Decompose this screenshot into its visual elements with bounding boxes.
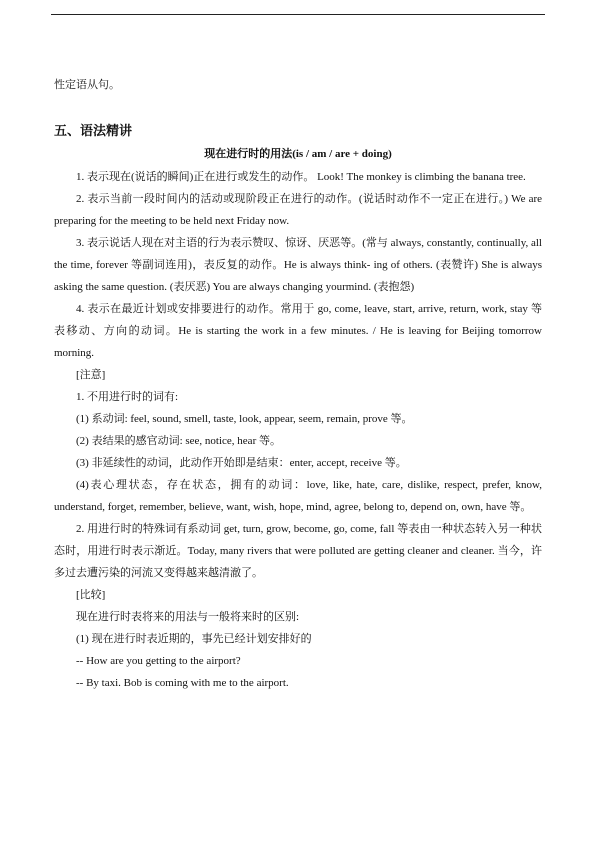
dialogue-line-1: -- How are you getting to the airport? — [76, 655, 241, 667]
usage-paragraph-3: 3. 表示说话人现在对主语的行为表示赞叹、惊讶、厌恶等。(常与 always, constantly, continually, all the time, forever 等副词连用)，表反复的动作。He is always think- ing of others. (表赞许) She is always asking the same question. (表厌恶) You are always changing yourmind. (表抱怨) — [54, 237, 542, 293]
note-intro: 1. 不用进行时的词有: — [76, 391, 179, 403]
mental-state-paragraph: (4)表心理状态，存在状态，拥有的动词：love, like, hate, care, dislike, respect, prefer, know, understand, forget, remember, believe, want, wish, hope, mind, agree, belong to, depend on, own, have 等。 — [54, 479, 542, 513]
compare-label: [比较] — [76, 589, 106, 601]
compare-item-1: (1) 现在进行时表近期的，事先已经计划安排好的 — [76, 633, 312, 645]
usage-paragraph-2: 2. 表示当前一段时间内的活动或现阶段正在进行的动作。(说话时动作不一定正在进行。) We are preparing for the meeting to be held next Friday now. — [54, 193, 542, 227]
usage-paragraph-1: 1. 表示现在(说话的瞬间)正在进行或发生的动作。 Look! The monkey is climbing the banana tree. — [76, 171, 526, 183]
note-item-2: (2) 表结果的感官动词: see, notice, hear 等。 — [76, 435, 281, 447]
dialogue-line-2: -- By taxi. Bob is coming with me to the airport. — [76, 677, 289, 689]
special-verbs-paragraph: 2. 用进行时的特殊词有系动词 get, turn, grow, become, go, come, fall 等表由一种状态转入另一种状态时，用进行时表示渐近。Today, many rivers that were polluted are getting cleaner and cleaner. 当今，许多过去遭污染的河流又变得越来越清澈了。 — [54, 523, 542, 579]
note-item-3: (3) 非延续性的动词，此动作开始即是结束：enter, accept, receive 等。 — [76, 457, 407, 469]
document-page — [54, 75, 542, 694]
intro-text: 性定语从句。 — [54, 79, 120, 91]
note-label: [注意] — [76, 369, 106, 381]
section-heading: 五、语法精讲 — [54, 123, 133, 138]
usage-paragraph-4: 4. 表示在最近计划或安排要进行的动作。常用于 go, come, leave, start, arrive, return, work, stay 等表移动、方向的动词。He is starting the work in a few minutes. / He is leaving for Beijing tomorrow morning. — [54, 303, 542, 359]
grammar-title: 现在进行时的用法(is / am / are + doing) — [204, 148, 392, 160]
header-rule — [51, 14, 545, 15]
compare-intro: 现在进行时表将来的用法与一般将来时的区别: — [76, 611, 300, 623]
note-item-1: (1) 系动词: feel, sound, smell, taste, look, appear, seem, remain, prove 等。 — [76, 413, 413, 425]
